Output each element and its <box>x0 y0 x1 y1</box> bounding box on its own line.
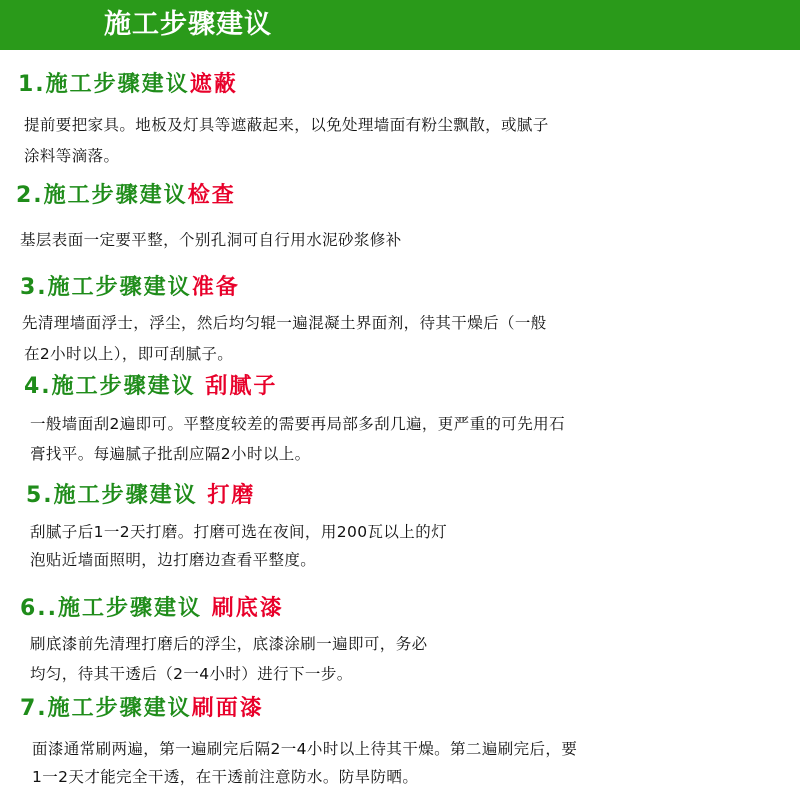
step-text-line: 刮腻子后1一2天打磨。打磨可选在夜间，用200瓦以上的灯 <box>30 523 448 541</box>
step-keyword: 准备 <box>191 275 240 300</box>
step-heading-base: 施工步骤建议 <box>47 696 192 721</box>
step-heading <box>24 372 277 402</box>
step-text-line: 先清理墙面浮士，浮尘，然后均匀辊一遍混凝土界面剂，待其干燥后（一般 <box>22 314 547 332</box>
step-heading-base: 施工步骤建议 <box>47 275 192 300</box>
step-heading-separator <box>196 374 206 399</box>
step-text-line: 涂料等滴落。 <box>24 147 120 165</box>
step-keyword: 遮蔽 <box>189 72 238 97</box>
step-number: 3. <box>20 275 48 300</box>
title-banner <box>0 0 800 50</box>
step-keyword: 刮腻子 <box>205 374 278 399</box>
step-heading <box>20 694 264 724</box>
step-heading-separator <box>202 596 212 621</box>
step-heading-base: 施工步骤建议 <box>58 596 203 621</box>
step-text-line: 1一2天才能完全干透，在干透前注意防水。防旱防晒。 <box>32 768 419 786</box>
step-text-line: 提前要把家具。地板及灯具等遮蔽起来，以免处理墙面有粉尘飘散，或腻子 <box>24 116 549 134</box>
step-heading <box>26 481 255 511</box>
step-number: 6.. <box>20 596 59 621</box>
step-heading <box>18 70 238 100</box>
step-text-line: 基层表面一定要平整，个别孔洞可自行用水泥砂浆修补 <box>20 231 402 249</box>
step-keyword: 刷面漆 <box>191 696 264 721</box>
step-text-line: 面漆通常刷两遍，第一遍刷完后隔2一4小时以上待其干燥。第二遍刷完后，要 <box>32 740 578 758</box>
step-heading-base: 施工步骤建议 <box>51 374 196 399</box>
step-text-line: 刷底漆前先清理打磨后的浮尘，底漆涂刷一遍即可，务必 <box>30 635 428 653</box>
step-text-line: 泡贴近墙面照明，边打磨边查看平整度。 <box>30 551 317 569</box>
step-keyword: 检查 <box>187 183 236 208</box>
step-heading-base: 施工步骤建议 <box>43 183 188 208</box>
step-heading-base: 施工步骤建议 <box>45 72 190 97</box>
step-number: 4. <box>24 374 52 399</box>
step-heading <box>16 181 236 211</box>
step-heading <box>20 594 284 624</box>
step-heading <box>20 273 240 303</box>
step-keyword: 打磨 <box>207 483 256 508</box>
step-heading-separator <box>198 483 208 508</box>
step-text-line: 一般墙面刮2遍即可。平整度较差的需要再局部多刮几遍，更严重的可先用石 <box>30 415 565 433</box>
banner-title: 施工步骤建议 <box>104 9 272 40</box>
step-text-line: 在2小时以上），即可刮腻子。 <box>24 345 234 363</box>
step-number: 2. <box>16 183 44 208</box>
step-text-line: 均匀，待其干透后（2一4小时）进行下一步。 <box>30 665 353 683</box>
step-number: 7. <box>20 696 48 721</box>
step-heading-base: 施工步骤建议 <box>53 483 198 508</box>
step-number: 1. <box>18 72 46 97</box>
step-text-line: 膏找平。每遍腻子批刮应隔2小时以上。 <box>30 445 311 463</box>
step-keyword: 刷底漆 <box>211 596 284 621</box>
step-number: 5. <box>26 483 54 508</box>
